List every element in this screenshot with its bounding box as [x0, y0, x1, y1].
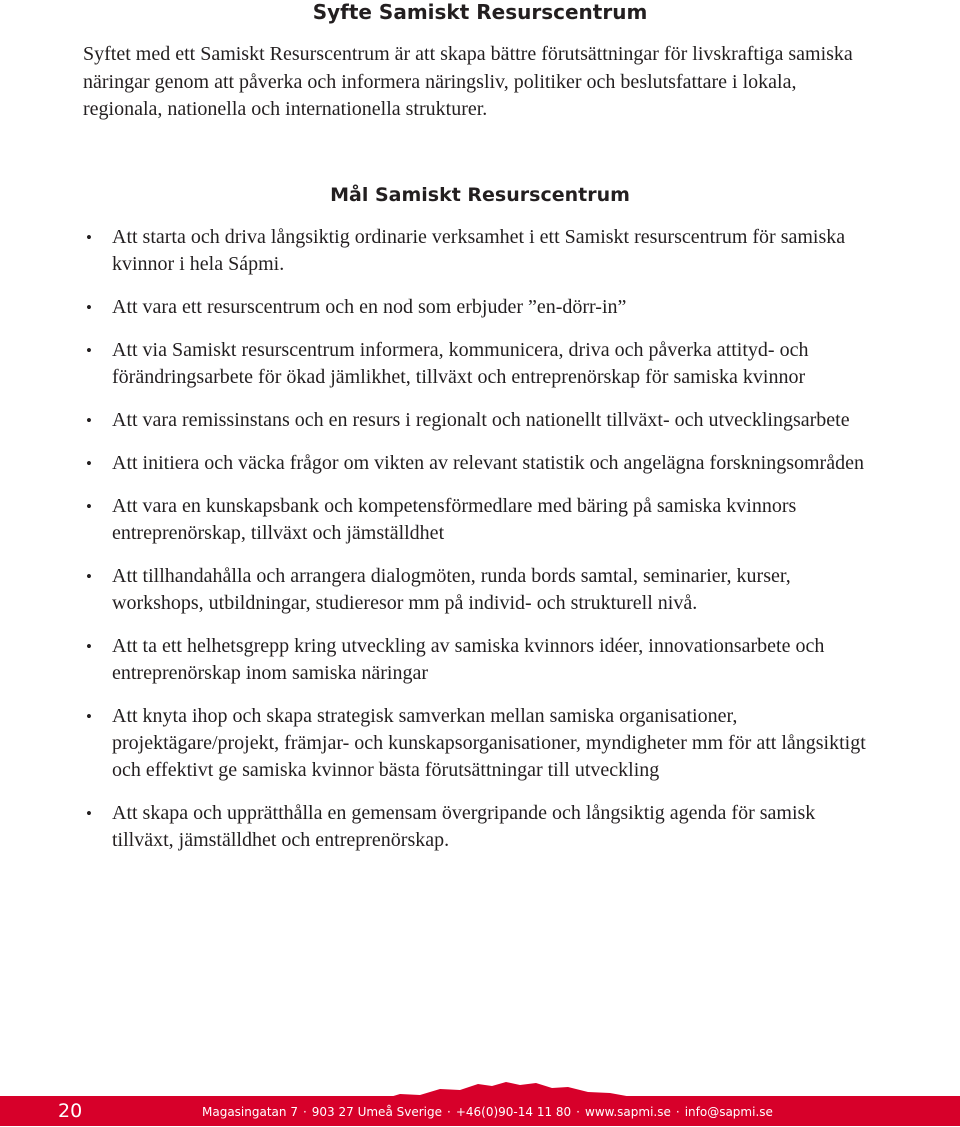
- goals-list: [83, 224, 873, 870]
- bullet-icon: •: [86, 454, 92, 473]
- list-item: [83, 493, 873, 547]
- separator: ·: [302, 1105, 307, 1119]
- goal-text: Att vara ett resurscentrum och en nod som erbjuder ”en-dörr-in”: [112, 296, 627, 318]
- list-item: [83, 800, 873, 854]
- goal-text: Att vara en kunskapsbank och kompetensförmedlare med bäring på samiska kvinnors entreprenörskap, tillväxt och jämställdhet: [112, 495, 797, 544]
- list-item: [83, 703, 873, 784]
- list-item: [83, 450, 873, 477]
- goals-heading: Mål Samiskt Resurscentrum: [330, 184, 630, 206]
- goal-text: Att via Samiskt resurscentrum informera, kommunicera, driva och påverka attityd- och förändringsarbete för ökad jämlikhet, tillväxt och entreprenörskap för samiska kvinnor: [112, 339, 809, 388]
- separator: ·: [576, 1105, 580, 1119]
- goal-text: Att starta och driva långsiktig ordinarie verksamhet i ett Samiskt resurscentrum för samiska kvinnor i hela Sápmi.: [112, 226, 846, 275]
- page-number: 20: [58, 1100, 83, 1122]
- page-footer: [0, 1080, 960, 1127]
- email-link[interactable]: info@sapmi.se: [684, 1105, 773, 1119]
- phone-number: +46(0)90-14 11 80: [455, 1105, 572, 1119]
- bullet-icon: •: [86, 228, 92, 247]
- separator: ·: [675, 1105, 680, 1119]
- bullet-icon: •: [86, 804, 92, 823]
- list-item: [83, 407, 873, 434]
- address: Magasingatan 7: [202, 1105, 298, 1119]
- list-item: [83, 633, 873, 687]
- goal-text: Att vara remissinstans och en resurs i regionalt och nationellt tillväxt- och utvecklingsarbete: [112, 409, 850, 431]
- website-link[interactable]: www.sapmi.se: [585, 1105, 671, 1119]
- postal-address: 903 27 Umeå Sverige: [311, 1105, 442, 1119]
- intro-paragraph: Syftet med ett Samiskt Resurscentrum är att skapa bättre förutsättningar för livskraftiga samiska näringar genom att påverka och informera näringsliv, politiker och beslutsfattare i lokala, regionala, nationella och internationella strukturer.: [83, 43, 853, 120]
- list-item: [83, 563, 873, 617]
- bullet-icon: •: [86, 637, 92, 656]
- contact-info: [202, 1103, 773, 1121]
- bullet-icon: •: [86, 707, 92, 726]
- goal-text: Att skapa och upprätthålla en gemensam övergripande och långsiktig agenda för samisk tillväxt, jämställdhet och entreprenörskap.: [112, 802, 816, 851]
- list-item: [83, 294, 873, 321]
- goal-text: Att knyta ihop och skapa strategisk samverkan mellan samiska organisationer, projektägare/projekt, främjar- och kunskapsorganisationer, myndigheter mm för att långsiktigt och effektivt ge samiska kvinnor bästa förutsättningar till utveckling: [112, 705, 866, 781]
- goal-text: Att initiera och väcka frågor om vikten av relevant statistik och angelägna forskningsområden: [112, 452, 864, 474]
- bullet-icon: •: [86, 497, 92, 516]
- bullet-icon: •: [86, 567, 92, 586]
- bullet-icon: •: [86, 298, 92, 317]
- goal-text: Att ta ett helhetsgrepp kring utveckling av samiska kvinnors idéer, innovationsarbete och entreprenörskap inom samiska näringar: [112, 635, 825, 684]
- page-title: Syfte Samiskt Resurscentrum: [312, 0, 648, 24]
- bullet-icon: •: [86, 341, 92, 360]
- separator: ·: [446, 1105, 451, 1119]
- list-item: [83, 337, 873, 391]
- bullet-icon: •: [86, 411, 92, 430]
- list-item: [83, 224, 873, 278]
- goal-text: Att tillhandahålla och arrangera dialogmöten, runda bords samtal, seminarier, kurser, workshops, utbildningar, studieresor mm på individ- och strukturell nivå.: [112, 565, 791, 614]
